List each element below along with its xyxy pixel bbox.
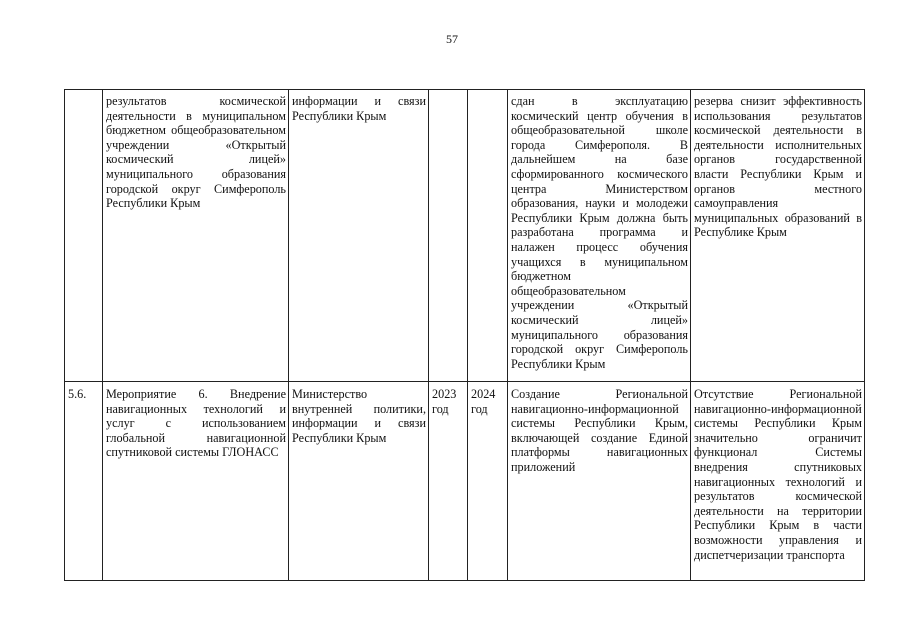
cell-executor: информации и связи Республики Крым: [289, 90, 429, 382]
cell-event: результатов космической деятельности в муниципальном бюджетном общеобразовательном учреждении «Открытый космический лицей» муниципального образования городской округ Симферополь Республики Крым: [103, 90, 289, 382]
program-activities-table: [64, 89, 865, 581]
cell-number: [65, 90, 103, 382]
table-row: [65, 90, 865, 382]
cell-expected-result: Создание Региональной навигационно-информационной системы Республики Крым, включающей создание Единой платформы навигационных приложений: [508, 382, 691, 581]
table-row: [65, 382, 865, 581]
cell-end-year: [468, 90, 508, 382]
page-number: 57: [446, 32, 458, 46]
cell-start-year: [429, 90, 468, 382]
cell-start-year: 2023 год: [429, 382, 468, 581]
cell-number: 5.6.: [65, 382, 103, 581]
cell-consequence: Отсутствие Региональной навигационно-информационной системы Республики Крым значительно ограничит функционал Системы внедрения спутниковых навигационных технологий и результатов космической деятельности на территории Республики Крым в части возможности управления и диспетчеризации транспорта: [691, 382, 865, 581]
cell-event: Мероприятие 6. Внедрение навигационных технологий и услуг с использованием глобальной навигационной спутниковой системы ГЛОНАСС: [103, 382, 289, 581]
cell-executor: Министерство внутренней политики, информации и связи Республики Крым: [289, 382, 429, 581]
cell-end-year: 2024 год: [468, 382, 508, 581]
cell-consequence: резерва снизит эффективность использования результатов космической деятельности в деятельности исполнительных органов государственной власти Республики Крым и органов местного самоуправления муниципальных образований в Республике Крым: [691, 90, 865, 382]
cell-expected-result: сдан в эксплуатацию космический центр обучения в общеобразовательной школе города Симферополя. В дальнейшем на базе сформированного космического центра Министерством образования, науки и молодежи Республики Крым должна быть разработана программа и налажен процесс обучения учащихся в муниципальном бюджетном общеобразовательном учреждении «Открытый космический лицей» муниципального образования городской округ Симферополь Республики Крым: [508, 90, 691, 382]
